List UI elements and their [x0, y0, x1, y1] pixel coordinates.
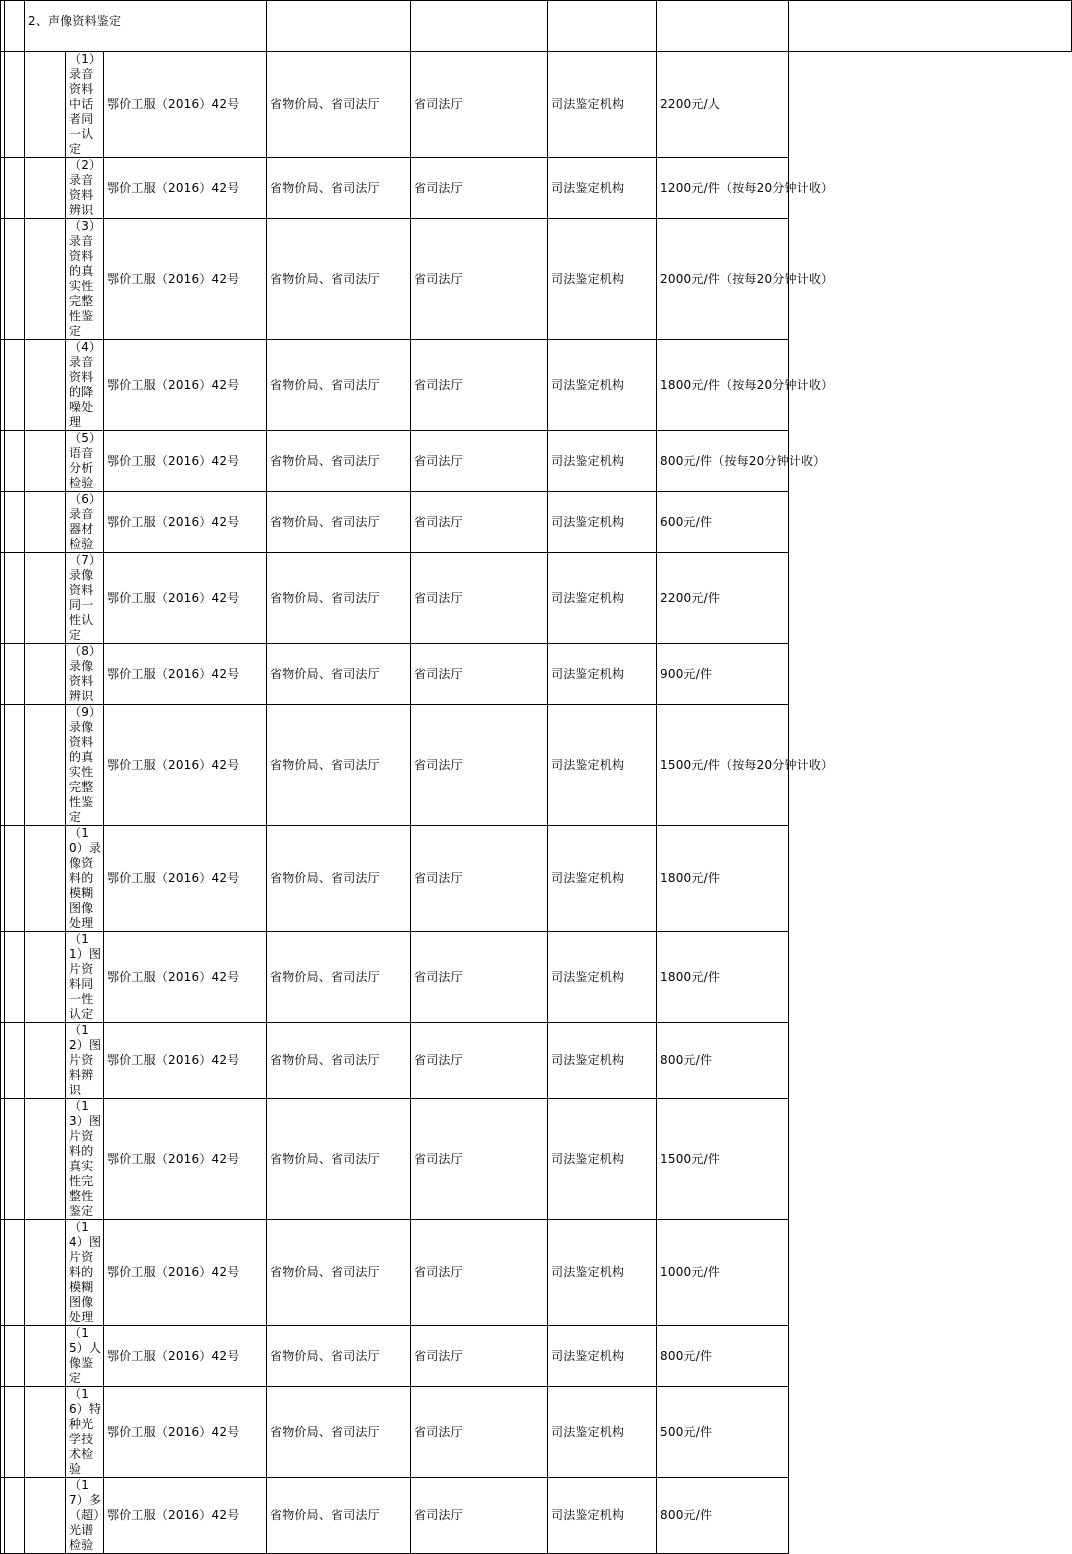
section-title: 2、声像资料鉴定: [25, 1, 267, 52]
issuer-cell: 省物价局、省司法厅: [267, 826, 411, 932]
issuer-cell: 省物价局、省司法厅: [267, 1023, 411, 1099]
fee-standard-cell: 500元/件: [657, 1387, 789, 1478]
department-cell: 省司法厅: [411, 52, 548, 158]
issuer-cell: 省物价局、省司法厅: [267, 1220, 411, 1326]
department-cell: 省司法厅: [411, 1478, 548, 1554]
issuer-cell: 省物价局、省司法厅: [267, 1478, 411, 1554]
index-cell: [5, 932, 25, 1023]
fee-standard-cell: 2000元/件（按每20分钟计收）: [657, 219, 789, 340]
document-number-cell: 鄂价工服（2016）42号: [104, 1220, 267, 1326]
section-header-row: [1, 1, 1072, 52]
category-cell: [25, 553, 66, 644]
table-row: [1, 1478, 1072, 1554]
department-cell: 省司法厅: [411, 705, 548, 826]
department-cell: 省司法厅: [411, 219, 548, 340]
department-cell: 省司法厅: [411, 932, 548, 1023]
item-name-cell: （7）录像资料同一性认定: [66, 553, 104, 644]
fee-standard-cell: 800元/件: [657, 1023, 789, 1099]
category-cell: [25, 1220, 66, 1326]
item-name-cell: （1）录音资料中话者同一认定: [66, 52, 104, 158]
issuer-cell: 省物价局、省司法厅: [267, 553, 411, 644]
index-cell: [5, 431, 25, 492]
table-row: [1, 932, 1072, 1023]
department-cell: 省司法厅: [411, 1326, 548, 1387]
item-name-cell: （15）人像鉴定: [66, 1326, 104, 1387]
category-cell: [25, 52, 66, 158]
fee-standard-cell: 900元/件: [657, 644, 789, 705]
category-cell: [25, 219, 66, 340]
index-cell: [5, 340, 25, 431]
department-cell: 省司法厅: [411, 553, 548, 644]
charger-cell: 司法鉴定机构: [548, 705, 657, 826]
fee-standard-cell: 800元/件（按每20分钟计收）: [657, 431, 789, 492]
table-row: [1, 158, 1072, 219]
table-row: [1, 553, 1072, 644]
index-cell: [5, 158, 25, 219]
charger-cell: 司法鉴定机构: [548, 1387, 657, 1478]
table-row: [1, 1326, 1072, 1387]
document-number-cell: 鄂价工服（2016）42号: [104, 1387, 267, 1478]
issuer-cell: 省物价局、省司法厅: [267, 219, 411, 340]
charger-cell: 司法鉴定机构: [548, 932, 657, 1023]
charger-cell: 司法鉴定机构: [548, 52, 657, 158]
empty-cell: [267, 1, 411, 52]
empty-cell: [411, 1, 548, 52]
department-cell: 省司法厅: [411, 1220, 548, 1326]
table-row: [1, 1387, 1072, 1478]
document-number-cell: 鄂价工服（2016）42号: [104, 644, 267, 705]
item-name-cell: （14）图片资料的模糊图像处理: [66, 1220, 104, 1326]
issuer-cell: 省物价局、省司法厅: [267, 932, 411, 1023]
fee-standard-cell: 600元/件: [657, 492, 789, 553]
item-name-cell: （4）录音资料的降噪处理: [66, 340, 104, 431]
fee-standard-cell: 1200元/件（按每20分钟计收）: [657, 158, 789, 219]
table-row: [1, 826, 1072, 932]
charger-cell: 司法鉴定机构: [548, 553, 657, 644]
fee-standard-cell: 1500元/件（按每20分钟计收）: [657, 705, 789, 826]
issuer-cell: 省物价局、省司法厅: [267, 1099, 411, 1220]
category-cell: [25, 826, 66, 932]
index-cell: [5, 1, 25, 52]
issuer-cell: 省物价局、省司法厅: [267, 492, 411, 553]
issuer-cell: 省物价局、省司法厅: [267, 431, 411, 492]
item-name-cell: （6）录音器材检验: [66, 492, 104, 553]
department-cell: 省司法厅: [411, 492, 548, 553]
charger-cell: 司法鉴定机构: [548, 1478, 657, 1554]
table-row: [1, 1023, 1072, 1099]
charger-cell: 司法鉴定机构: [548, 431, 657, 492]
department-cell: 省司法厅: [411, 1099, 548, 1220]
index-cell: [5, 1023, 25, 1099]
charger-cell: 司法鉴定机构: [548, 826, 657, 932]
department-cell: 省司法厅: [411, 1387, 548, 1478]
item-name-cell: （8）录像资料辨识: [66, 644, 104, 705]
charger-cell: 司法鉴定机构: [548, 219, 657, 340]
category-cell: [25, 644, 66, 705]
index-cell: [5, 219, 25, 340]
issuer-cell: 省物价局、省司法厅: [267, 644, 411, 705]
index-cell: [5, 705, 25, 826]
document-number-cell: 鄂价工服（2016）42号: [104, 826, 267, 932]
table-row: [1, 1220, 1072, 1326]
charger-cell: 司法鉴定机构: [548, 340, 657, 431]
issuer-cell: 省物价局、省司法厅: [267, 158, 411, 219]
fee-standard-cell: 2200元/人: [657, 52, 789, 158]
charger-cell: 司法鉴定机构: [548, 158, 657, 219]
index-cell: [5, 644, 25, 705]
charger-cell: 司法鉴定机构: [548, 1023, 657, 1099]
category-cell: [25, 1326, 66, 1387]
document-number-cell: 鄂价工服（2016）42号: [104, 1326, 267, 1387]
item-name-cell: （11）图片资料同一性认定: [66, 932, 104, 1023]
document-number-cell: 鄂价工服（2016）42号: [104, 340, 267, 431]
charger-cell: 司法鉴定机构: [548, 1326, 657, 1387]
table-row: [1, 1099, 1072, 1220]
table-row: [1, 644, 1072, 705]
index-cell: [5, 52, 25, 158]
item-name-cell: （9）录像资料的真实性完整性鉴定: [66, 705, 104, 826]
item-name-cell: （13）图片资料的真实性完整性鉴定: [66, 1099, 104, 1220]
department-cell: 省司法厅: [411, 158, 548, 219]
fee-standard-cell: 1800元/件: [657, 826, 789, 932]
charger-cell: 司法鉴定机构: [548, 644, 657, 705]
table-row: [1, 492, 1072, 553]
issuer-cell: 省物价局、省司法厅: [267, 705, 411, 826]
department-cell: 省司法厅: [411, 826, 548, 932]
document-number-cell: 鄂价工服（2016）42号: [104, 1023, 267, 1099]
item-name-cell: （2）录音资料辨识: [66, 158, 104, 219]
fee-standard-cell: 1800元/件: [657, 932, 789, 1023]
index-cell: [5, 1387, 25, 1478]
charger-cell: 司法鉴定机构: [548, 1099, 657, 1220]
category-cell: [25, 1023, 66, 1099]
index-cell: [5, 1326, 25, 1387]
document-number-cell: 鄂价工服（2016）42号: [104, 52, 267, 158]
fee-standard-cell: 2200元/件: [657, 553, 789, 644]
fee-standard-cell: 1000元/件: [657, 1220, 789, 1326]
category-cell: [25, 431, 66, 492]
table-row: [1, 340, 1072, 431]
document-number-cell: 鄂价工服（2016）42号: [104, 1099, 267, 1220]
document-number-cell: 鄂价工服（2016）42号: [104, 1478, 267, 1554]
item-name-cell: （3）录音资料的真实性完整性鉴定: [66, 219, 104, 340]
category-cell: [25, 932, 66, 1023]
index-cell: [5, 1220, 25, 1326]
document-number-cell: 鄂价工服（2016）42号: [104, 431, 267, 492]
document-number-cell: 鄂价工服（2016）42号: [104, 705, 267, 826]
item-name-cell: （16）特种光学技术检验: [66, 1387, 104, 1478]
category-cell: [25, 158, 66, 219]
index-cell: [5, 553, 25, 644]
fee-standard-cell: 800元/件: [657, 1326, 789, 1387]
category-cell: [25, 1387, 66, 1478]
charger-cell: 司法鉴定机构: [548, 1220, 657, 1326]
table-row: [1, 705, 1072, 826]
department-cell: 省司法厅: [411, 340, 548, 431]
fee-standard-cell: 1800元/件（按每20分钟计收）: [657, 340, 789, 431]
issuer-cell: 省物价局、省司法厅: [267, 52, 411, 158]
item-name-cell: （5）语音分析检验: [66, 431, 104, 492]
issuer-cell: 省物价局、省司法厅: [267, 1326, 411, 1387]
index-cell: [5, 1478, 25, 1554]
document-number-cell: 鄂价工服（2016）42号: [104, 492, 267, 553]
document-number-cell: 鄂价工服（2016）42号: [104, 932, 267, 1023]
document-number-cell: 鄂价工服（2016）42号: [104, 553, 267, 644]
document-number-cell: 鄂价工服（2016）42号: [104, 158, 267, 219]
index-cell: [5, 492, 25, 553]
category-cell: [25, 1478, 66, 1554]
issuer-cell: 省物价局、省司法厅: [267, 1387, 411, 1478]
empty-cell: [657, 1, 789, 52]
category-cell: [25, 340, 66, 431]
department-cell: 省司法厅: [411, 1023, 548, 1099]
empty-cell: [548, 1, 657, 52]
category-cell: [25, 705, 66, 826]
item-name-cell: （12）图片资料辨识: [66, 1023, 104, 1099]
department-cell: 省司法厅: [411, 431, 548, 492]
category-cell: [25, 492, 66, 553]
document-number-cell: 鄂价工服（2016）42号: [104, 219, 267, 340]
department-cell: 省司法厅: [411, 644, 548, 705]
item-name-cell: （10）录像资料的模糊图像处理: [66, 826, 104, 932]
index-cell: [5, 1099, 25, 1220]
issuer-cell: 省物价局、省司法厅: [267, 340, 411, 431]
category-cell: [25, 1099, 66, 1220]
fee-standard-cell: 1500元/件: [657, 1099, 789, 1220]
table-row: [1, 431, 1072, 492]
empty-cell: [789, 1, 1072, 52]
index-cell: [5, 826, 25, 932]
item-name-cell: （17）多（超）光谱检验: [66, 1478, 104, 1554]
table-row: [1, 219, 1072, 340]
table-row: [1, 52, 1072, 158]
fee-standard-cell: 800元/件: [657, 1478, 789, 1554]
charger-cell: 司法鉴定机构: [548, 492, 657, 553]
